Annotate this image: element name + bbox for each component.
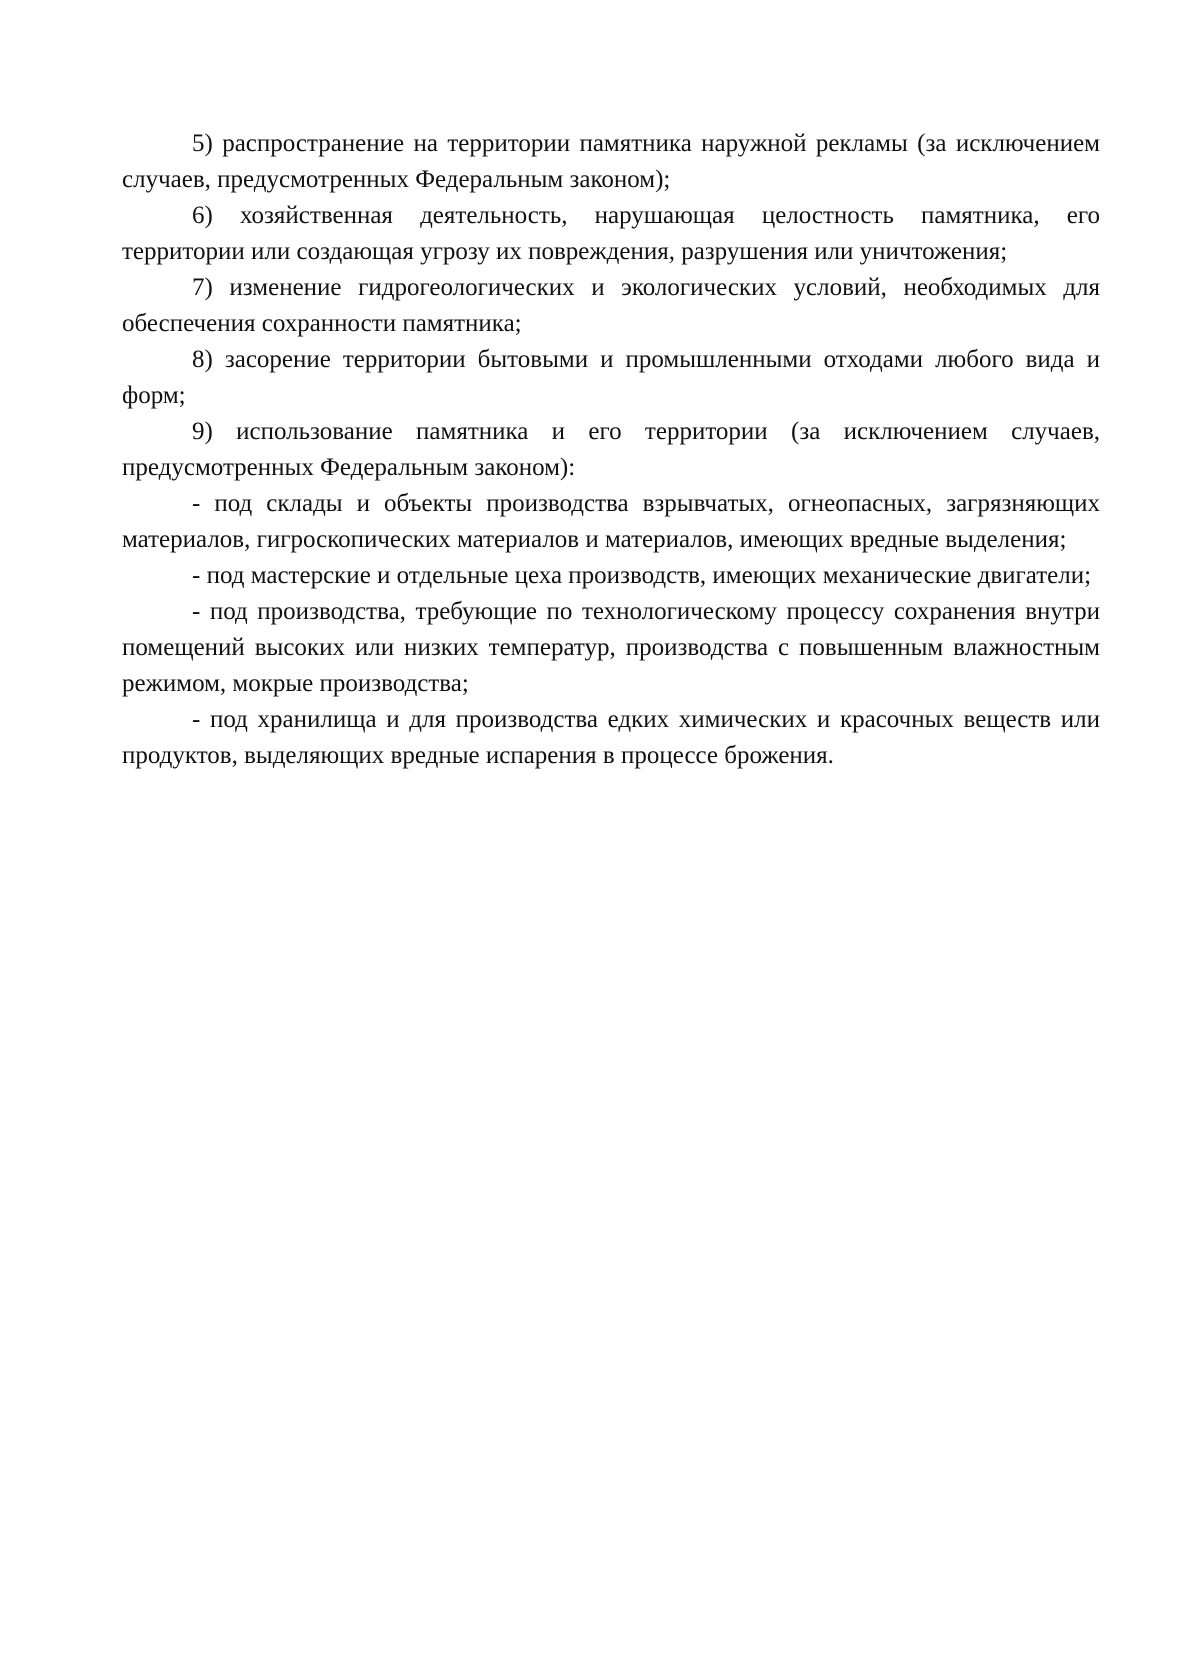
item-8-littering: 8) засорение территории бытовыми и промышленными отходами любого вида и форм; [122,346,1100,409]
item-7-hydrogeological-conditions: 7) изменение гидрогеологических и экологических условий, необходимых для обеспечения сохранности памятника; [122,274,1100,337]
subitem-warehouses: - под склады и объекты производства взрывчатых, огнеопасных, загрязняющих материалов, гигроскопических материалов и материалов, имеющих вредные выделения; [122,490,1100,553]
subitem-chemical-storage: - под хранилища и для производства едких химических и красочных веществ или продуктов, выделяющих вредные испарения в процессе брожения. [122,706,1100,769]
subitem-workshops: - под мастерские и отдельные цеха производств, имеющих механические двигатели; [192,562,1092,589]
subitem-temperature-productions: - под производства, требующие по технологическому процессу сохранения внутри помещений высоких или низких температур, производства с повышенным влажностным режимом, мокрые производства; [122,598,1100,697]
item-9-use-of-monument: 9) использование памятника и его территории (за исключением случаев, предусмотренных Федеральным законом): [122,418,1100,481]
item-5-outdoor-advertising: 5) распространение на территории памятника наружной рекламы (за исключением случаев, предусмотренных Федеральным законом); [122,130,1100,193]
item-6-economic-activity: 6) хозяйственная деятельность, нарушающая целостность памятника, его территории или создающая угрозу их повреждения, разрушения или уничтожения; [122,202,1100,265]
document-body [122,126,1100,774]
